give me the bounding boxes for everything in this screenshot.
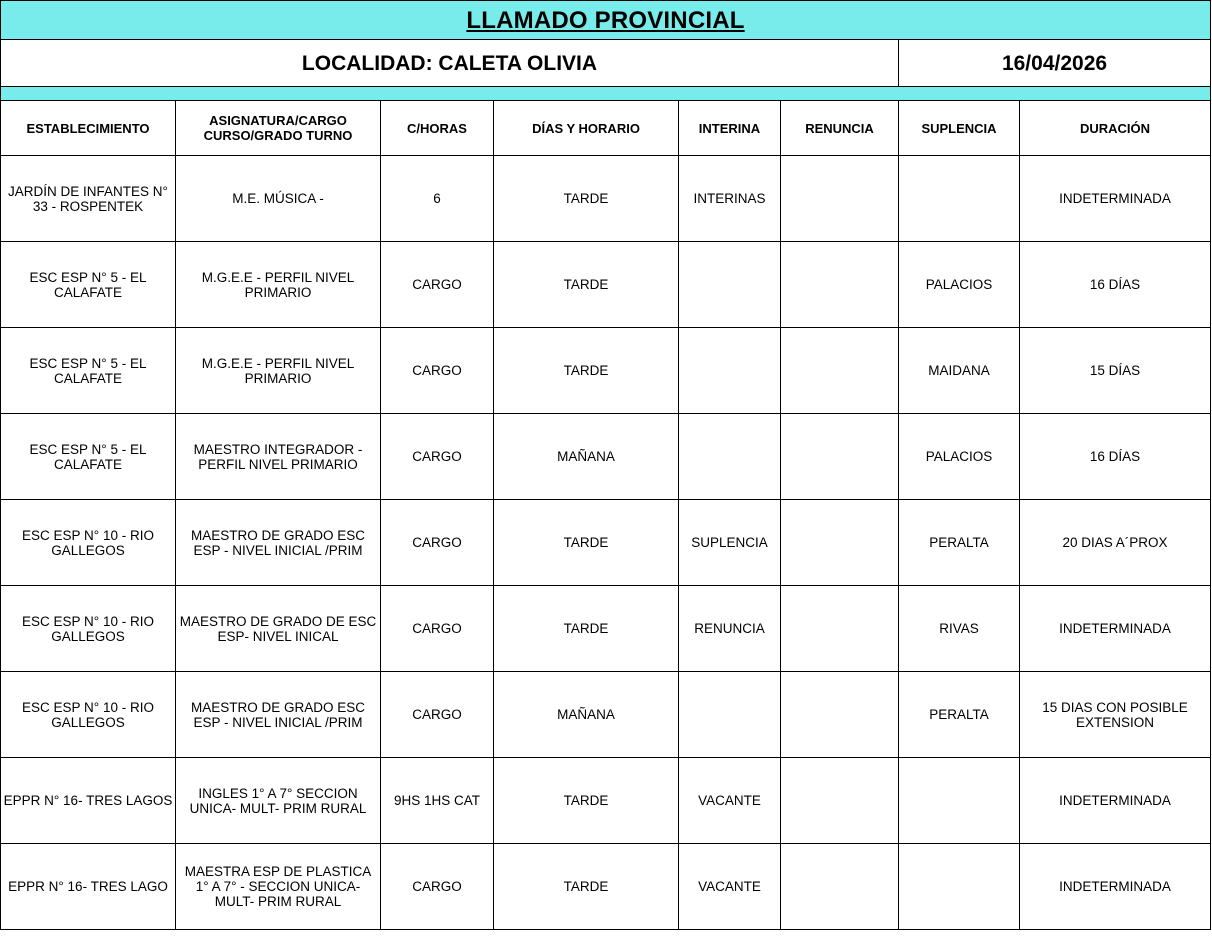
cell-duracion: INDETERMINADA: [1020, 844, 1211, 930]
cell-asignatura: MAESTRA ESP DE PLASTICA 1° A 7° - SECCION UNICA- MULT- PRIM RURAL: [176, 844, 381, 930]
cell-interina: [679, 414, 781, 500]
col-header-duracion: DURACIÓN: [1020, 101, 1211, 156]
col-header-asignatura: ASIGNATURA/CARGO CURSO/GRADO TURNO: [176, 101, 381, 156]
col-header-horas: C/HORAS: [381, 101, 494, 156]
locality-label: LOCALIDAD: CALETA OLIVIA: [1, 40, 899, 87]
cell-asignatura: M.E. MÚSICA -: [176, 156, 381, 242]
col-header-dias: DÍAS Y HORARIO: [494, 101, 679, 156]
cell-interina: INTERINAS: [679, 156, 781, 242]
table-row: [1, 242, 1211, 328]
cell-asignatura: MAESTRO INTEGRADOR - PERFIL NIVEL PRIMARIO: [176, 414, 381, 500]
cell-interina: VACANTE: [679, 758, 781, 844]
date-label: 16/04/2026: [899, 40, 1211, 87]
table-row: [1, 500, 1211, 586]
column-header-row: [1, 101, 1211, 156]
cell-horas: CARGO: [381, 500, 494, 586]
cell-dias: MAÑANA: [494, 414, 679, 500]
cell-interina: [679, 328, 781, 414]
col-header-renuncia: RENUNCIA: [781, 101, 899, 156]
cell-duracion: 20 DIAS A´PROX: [1020, 500, 1211, 586]
cell-dias: TARDE: [494, 500, 679, 586]
separator-band: [1, 87, 1211, 101]
cell-suplencia: [899, 758, 1020, 844]
cell-duracion: INDETERMINADA: [1020, 758, 1211, 844]
cell-establecimiento: ESC ESP N° 10 - RIO GALLEGOS: [1, 500, 176, 586]
cell-asignatura: MAESTRO DE GRADO ESC ESP - NIVEL INICIAL /PRIM: [176, 500, 381, 586]
table-row: [1, 156, 1211, 242]
cell-duracion: INDETERMINADA: [1020, 586, 1211, 672]
cell-horas: 6: [381, 156, 494, 242]
table-row: [1, 758, 1211, 844]
cell-suplencia: PALACIOS: [899, 242, 1020, 328]
cell-renuncia: [781, 328, 899, 414]
cell-asignatura: MAESTRO DE GRADO DE ESC ESP- NIVEL INICAL: [176, 586, 381, 672]
cell-dias: TARDE: [494, 844, 679, 930]
cell-horas: CARGO: [381, 844, 494, 930]
cell-suplencia: PALACIOS: [899, 414, 1020, 500]
cell-duracion: 15 DÍAS: [1020, 328, 1211, 414]
cell-dias: TARDE: [494, 156, 679, 242]
cell-interina: RENUNCIA: [679, 586, 781, 672]
cell-horas: CARGO: [381, 586, 494, 672]
cell-duracion: 16 DÍAS: [1020, 242, 1211, 328]
cell-asignatura: INGLES 1° A 7° SECCION UNICA- MULT- PRIM RURAL: [176, 758, 381, 844]
cell-establecimiento: ESC ESP N° 5 - EL CALAFATE: [1, 328, 176, 414]
table-row: [1, 586, 1211, 672]
cell-horas: CARGO: [381, 672, 494, 758]
col-header-establecimiento: ESTABLECIMIENTO: [1, 101, 176, 156]
cell-establecimiento: EPPR N° 16- TRES LAGO: [1, 844, 176, 930]
cell-renuncia: [781, 586, 899, 672]
cell-dias: TARDE: [494, 758, 679, 844]
table-row: [1, 844, 1211, 930]
cell-suplencia: MAIDANA: [899, 328, 1020, 414]
cell-dias: TARDE: [494, 242, 679, 328]
cell-renuncia: [781, 758, 899, 844]
cell-dias: MAÑANA: [494, 672, 679, 758]
cell-establecimiento: ESC ESP N° 5 - EL CALAFATE: [1, 414, 176, 500]
table-row: [1, 414, 1211, 500]
cell-dias: TARDE: [494, 328, 679, 414]
cell-horas: CARGO: [381, 414, 494, 500]
cell-asignatura: M.G.E.E - PERFIL NIVEL PRIMARIO: [176, 242, 381, 328]
cell-suplencia: RIVAS: [899, 586, 1020, 672]
cell-establecimiento: ESC ESP N° 10 - RIO GALLEGOS: [1, 586, 176, 672]
cell-suplencia: PERALTA: [899, 672, 1020, 758]
cell-renuncia: [781, 672, 899, 758]
cell-suplencia: [899, 156, 1020, 242]
col-header-interina: INTERINA: [679, 101, 781, 156]
table-row: [1, 672, 1211, 758]
cell-horas: CARGO: [381, 328, 494, 414]
cell-establecimiento: ESC ESP N° 10 - RIO GALLEGOS: [1, 672, 176, 758]
cell-interina: [679, 672, 781, 758]
cell-interina: [679, 242, 781, 328]
page-title: LLAMADO PROVINCIAL: [1, 1, 1211, 40]
cell-duracion: INDETERMINADA: [1020, 156, 1211, 242]
col-header-suplencia: SUPLENCIA: [899, 101, 1020, 156]
cell-dias: TARDE: [494, 586, 679, 672]
cell-asignatura: M.G.E.E - PERFIL NIVEL PRIMARIO: [176, 328, 381, 414]
cell-renuncia: [781, 500, 899, 586]
cell-interina: SUPLENCIA: [679, 500, 781, 586]
cell-suplencia: [899, 844, 1020, 930]
cell-horas: CARGO: [381, 242, 494, 328]
cell-interina: VACANTE: [679, 844, 781, 930]
cell-duracion: 16 DÍAS: [1020, 414, 1211, 500]
table-row: [1, 328, 1211, 414]
cell-asignatura: MAESTRO DE GRADO ESC ESP - NIVEL INICIAL /PRIM: [176, 672, 381, 758]
cell-suplencia: PERALTA: [899, 500, 1020, 586]
cell-horas: 9HS 1HS CAT: [381, 758, 494, 844]
cell-establecimiento: ESC ESP N° 5 - EL CALAFATE: [1, 242, 176, 328]
cell-establecimiento: JARDÍN DE INFANTES N° 33 - ROSPENTEK: [1, 156, 176, 242]
cell-renuncia: [781, 242, 899, 328]
cell-establecimiento: EPPR N° 16- TRES LAGOS: [1, 758, 176, 844]
cell-duracion: 15 DIAS CON POSIBLE EXTENSION: [1020, 672, 1211, 758]
cell-renuncia: [781, 844, 899, 930]
cell-renuncia: [781, 156, 899, 242]
cell-renuncia: [781, 414, 899, 500]
